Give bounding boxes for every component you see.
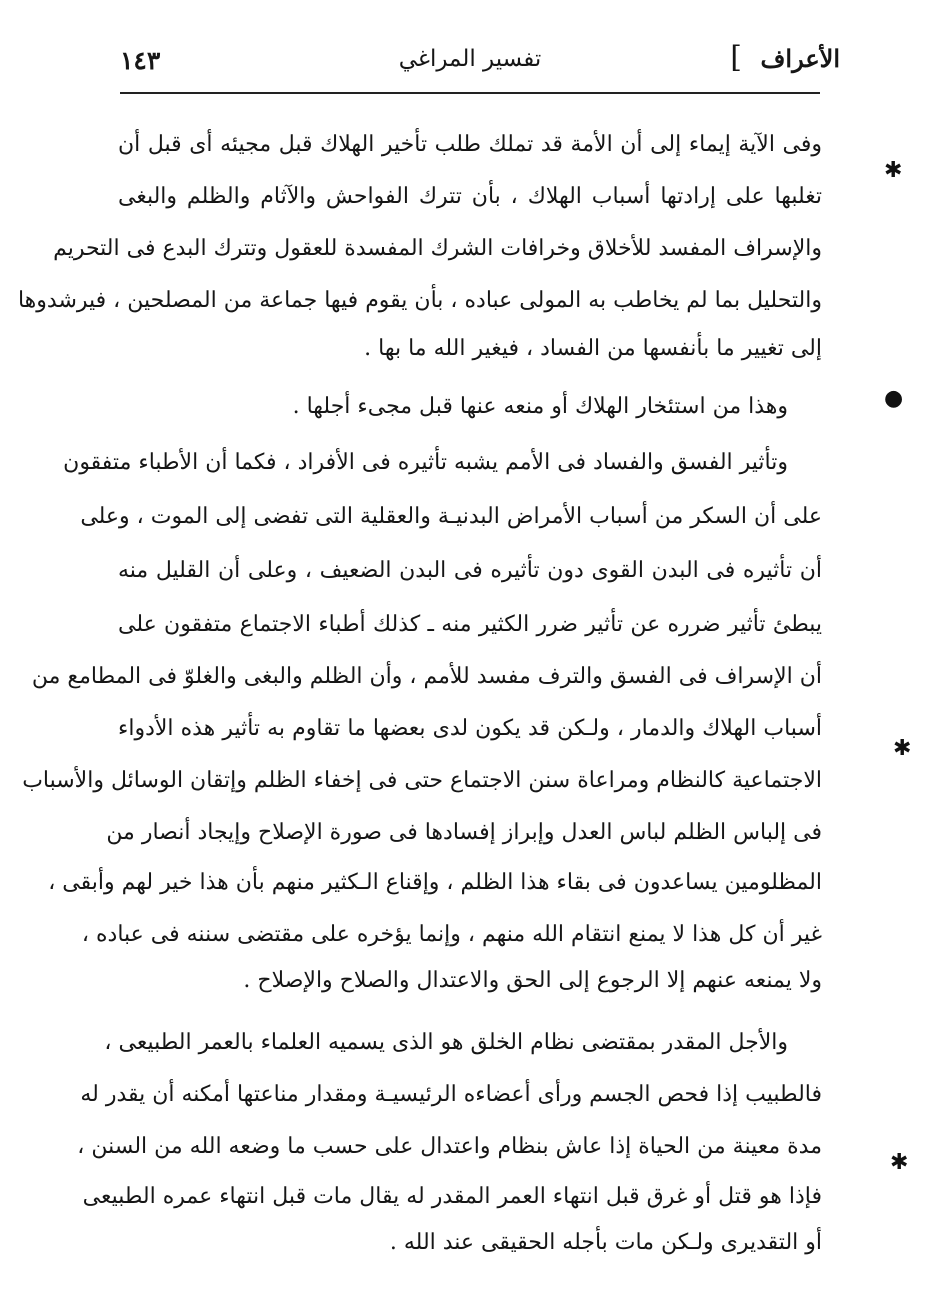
text-line: والإسراف المفسد للأخلاق وخرافات الشرك المفسدة للعقول وتترك البدع فى التحريم (53, 236, 822, 261)
page-number: ١٤٣ (120, 46, 161, 75)
book-title: تفسير المراغي (398, 46, 542, 72)
header-bracket: ] (730, 40, 742, 75)
text-line: فى إلباس الظلم لباس العدل وإبراز إفسادها فى صورة الإصلاح وإيجاد أنصار من (106, 820, 822, 845)
text-line: الاجتماعية كالنظام ومراعاة سنن الاجتماع حتى فى إخفاء الظلم وإتقان الوسائل والأسباب (22, 768, 822, 793)
text-line: أن الإسراف فى الفسق والترف مفسد للأمم ، وأن الظلم والبغى والغلوّ فى المطامع من (31, 664, 822, 689)
surah-name: الأعراف (760, 44, 840, 73)
binding-hole-mark: ✱ (890, 1150, 909, 1175)
text-line: على أن السكر من أسباب الأمراض البدنيـة والعقلية التى تفضى إلى الموت ، وعلى (80, 504, 822, 529)
text-line: أن تأثيره فى البدن القوى دون تأثيره فى البدن الضعيف ، وعلى أن القليل منه (118, 558, 822, 583)
text-line: فالطبيب إذا فحص الجسم ورأى أعضاءه الرئيسيـة ومقدار مناعتها أمكنه أن يقدر له (80, 1082, 822, 1107)
header-rule (120, 92, 820, 94)
text-line: وتأثير الفسق والفساد فى الأمم يشبه تأثيره فى الأفراد ، فكما أن الأطباء متفقون (63, 450, 788, 475)
page-header (120, 38, 840, 86)
text-line: وهذا من استئخار الهلاك أو منعه عنها قبل مجىء أجلها . (292, 394, 788, 419)
text-line: وفى الآية إيماء إلى أن الأمة قد تملك طلب تأخير الهلاك قبل مجيئه أى قبل أن (118, 132, 822, 157)
text-line: فإذا هو قتل أو غرق قبل انتهاء العمر المقدر له يقال مات قبل انتهاء عمره الطبيعى (82, 1184, 822, 1209)
text-line: غير أن كل هذا لا يمنع انتقام الله منهم ، وإنما يؤخره على مقتضى سننه فى عباده ، (81, 922, 822, 947)
text-line: أو التقديرى ولـكن مات بأجله الحقيقى عند الله . (389, 1230, 822, 1255)
text-line: والأجل المقدر بمقتضى نظام الخلق هو الذى يسميه العلماء بالعمر الطبيعى ، (104, 1030, 788, 1055)
binding-hole-mark: ✱ (893, 736, 912, 761)
text-line: والتحليل بما لم يخاطب به المولى عباده ، بأن يقوم فيها جماعة من المصلحين ، فيرشدوها (17, 288, 822, 313)
text-line: أسباب الهلاك والدمار ، ولـكن قد يكون لدى بعضها ما تقاوم به تأثير هذه الأدواء (118, 716, 822, 741)
binding-hole-mark: ✱ (884, 158, 903, 183)
text-line: مدة معينة من الحياة إذا عاش بنظام واعتدال على حسب ما وضعه الله من السنن ، (77, 1134, 822, 1159)
text-line: يبطئ تأثير ضرره عن تأثير ضرر الكثير منه ـ كذلك أطباء الاجتماع متفقون على (118, 612, 822, 637)
text-line: ولا يمنعه عنهم إلا الرجوع إلى الحق والاعتدال والصلاح والإصلاح . (243, 968, 822, 993)
text-line: تغلبها على إرادتها أسباب الهلاك ، بأن تترك الفواحش والآثام والظلم والبغى (118, 184, 822, 209)
binding-hole-mark: ● (884, 386, 904, 411)
text-line: المظلومين يساعدون فى بقاء هذا الظلم ، وإقناع الـكثير منهم بأن هذا خير لهم وأبقى ، (48, 870, 822, 895)
text-line: إلى تغيير ما بأنفسها من الفساد ، فيغير الله ما بها . (364, 336, 822, 361)
